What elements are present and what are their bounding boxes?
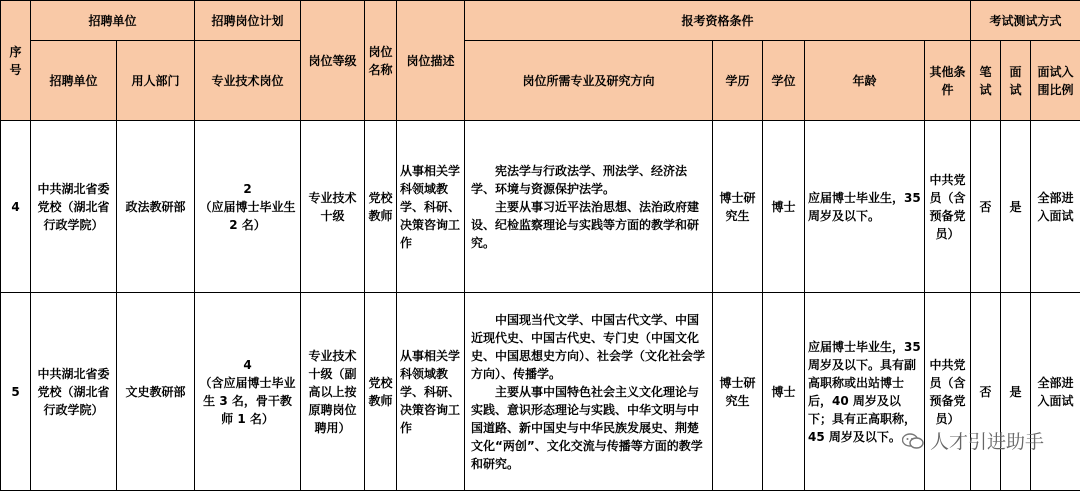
row-pos-desc: 从事相关学科领域教学、科研、决策咨询工作 (397, 293, 465, 491)
row-written: 否 (971, 293, 1001, 491)
row-major (465, 121, 713, 293)
header-written: 笔试 (971, 41, 1001, 121)
row-count-note: （含应届博士毕业生 3 名，骨干教师 1 名） (198, 374, 297, 428)
row-age: 应届博士毕业生，35 周岁及以下。具有副高职称或出站博士后，40 周岁及以下；具有正高职称，45 周岁及以下。 (805, 293, 925, 491)
row-education: 博士研究生 (713, 293, 763, 491)
row-other: 中共党员（含预备党员） (925, 293, 971, 491)
header-pos-desc: 岗位描述 (397, 1, 465, 121)
row-age: 应届博士毕业生，35 周岁及以下。 (805, 121, 925, 293)
row-unit: 中共湖北省委党校（湖北省行政学院） (31, 121, 117, 293)
header-seq: 序号 (1, 1, 31, 121)
header-row-1 (1, 1, 1080, 41)
row-ratio: 全部进入面试 (1031, 293, 1080, 491)
row-interview: 是 (1001, 293, 1031, 491)
header-tech-pos: 专业技术岗位 (195, 41, 301, 121)
row-count: 4 (198, 356, 297, 374)
watermark (902, 427, 1044, 454)
row-pos-name: 党校教师 (365, 121, 397, 293)
header-ratio: 面试入围比例 (1031, 41, 1080, 121)
header-degree: 学位 (763, 41, 805, 121)
row-count: 2 (198, 180, 297, 198)
row-major-research: 主要从事习近平法治思想、法治政府建设、纪检监察理论与实践等方面的教学和研究。 (471, 198, 706, 252)
row-education: 博士研究生 (713, 121, 763, 293)
row-interview: 是 (1001, 121, 1031, 293)
header-level: 岗位等级 (301, 1, 365, 121)
row-seq: 4 (1, 121, 31, 293)
table-row (1, 121, 1080, 293)
header-other: 其他条件 (925, 41, 971, 121)
row-major (465, 293, 713, 491)
header-requirements-group: 报考资格条件 (465, 1, 971, 41)
row-degree: 博士 (763, 121, 805, 293)
row-pos-name: 党校教师 (365, 293, 397, 491)
table-row (1, 293, 1080, 491)
header-dept: 用人部门 (117, 41, 195, 121)
row-level: 专业技术十级 (301, 121, 365, 293)
row-pos-desc: 从事相关学科领域教学、科研、决策咨询工作 (397, 121, 465, 293)
row-level: 专业技术十级（副高以上按原聘岗位聘用） (301, 293, 365, 491)
row-major-fields: 中国现当代文学、中国古代文学、中国近现代史、中国古代史、专门史（中国文化史、中国思想史方向）、社会学（文化社会学方向）、传播学。 (471, 311, 706, 383)
row-plan (195, 121, 301, 293)
row-degree: 博士 (763, 293, 805, 491)
header-age: 年龄 (805, 41, 925, 121)
header-pos-name: 岗位名称 (365, 1, 397, 121)
row-count-note: （应届博士毕业生 2 名） (198, 198, 297, 234)
row-ratio: 全部进入面试 (1031, 121, 1080, 293)
header-exam-group: 考试测试方式 (971, 1, 1080, 41)
header-recruit-unit-group: 招聘单位 (31, 1, 195, 41)
header-plan-group: 招聘岗位计划 (195, 1, 301, 41)
header-interview: 面试 (1001, 41, 1031, 121)
row-dept: 政法教研部 (117, 121, 195, 293)
row-major-research: 主要从事中国特色社会主义文化理论与实践、意识形态理论与实践、中华文明与中国道路、新中国史与中华民族发展史、荆楚文化“两创”、文化交流与传播等方面的教学和研究。 (471, 383, 706, 473)
wechat-icon (902, 433, 924, 449)
row-major-fields: 宪法学与行政法学、刑法学、经济法学、环境与资源保护法学。 (471, 162, 706, 198)
header-education: 学历 (713, 41, 763, 121)
row-other: 中共党员（含预备党员） (925, 121, 971, 293)
header-recruit-unit: 招聘单位 (31, 41, 117, 121)
row-seq: 5 (1, 293, 31, 491)
watermark-text: 人才引进助手 (930, 427, 1044, 454)
row-written: 否 (971, 121, 1001, 293)
row-dept: 文史教研部 (117, 293, 195, 491)
row-plan (195, 293, 301, 491)
header-row-2 (1, 41, 1080, 121)
header-major: 岗位所需专业及研究方向 (465, 41, 713, 121)
row-unit: 中共湖北省委党校（湖北省行政学院） (31, 293, 117, 491)
